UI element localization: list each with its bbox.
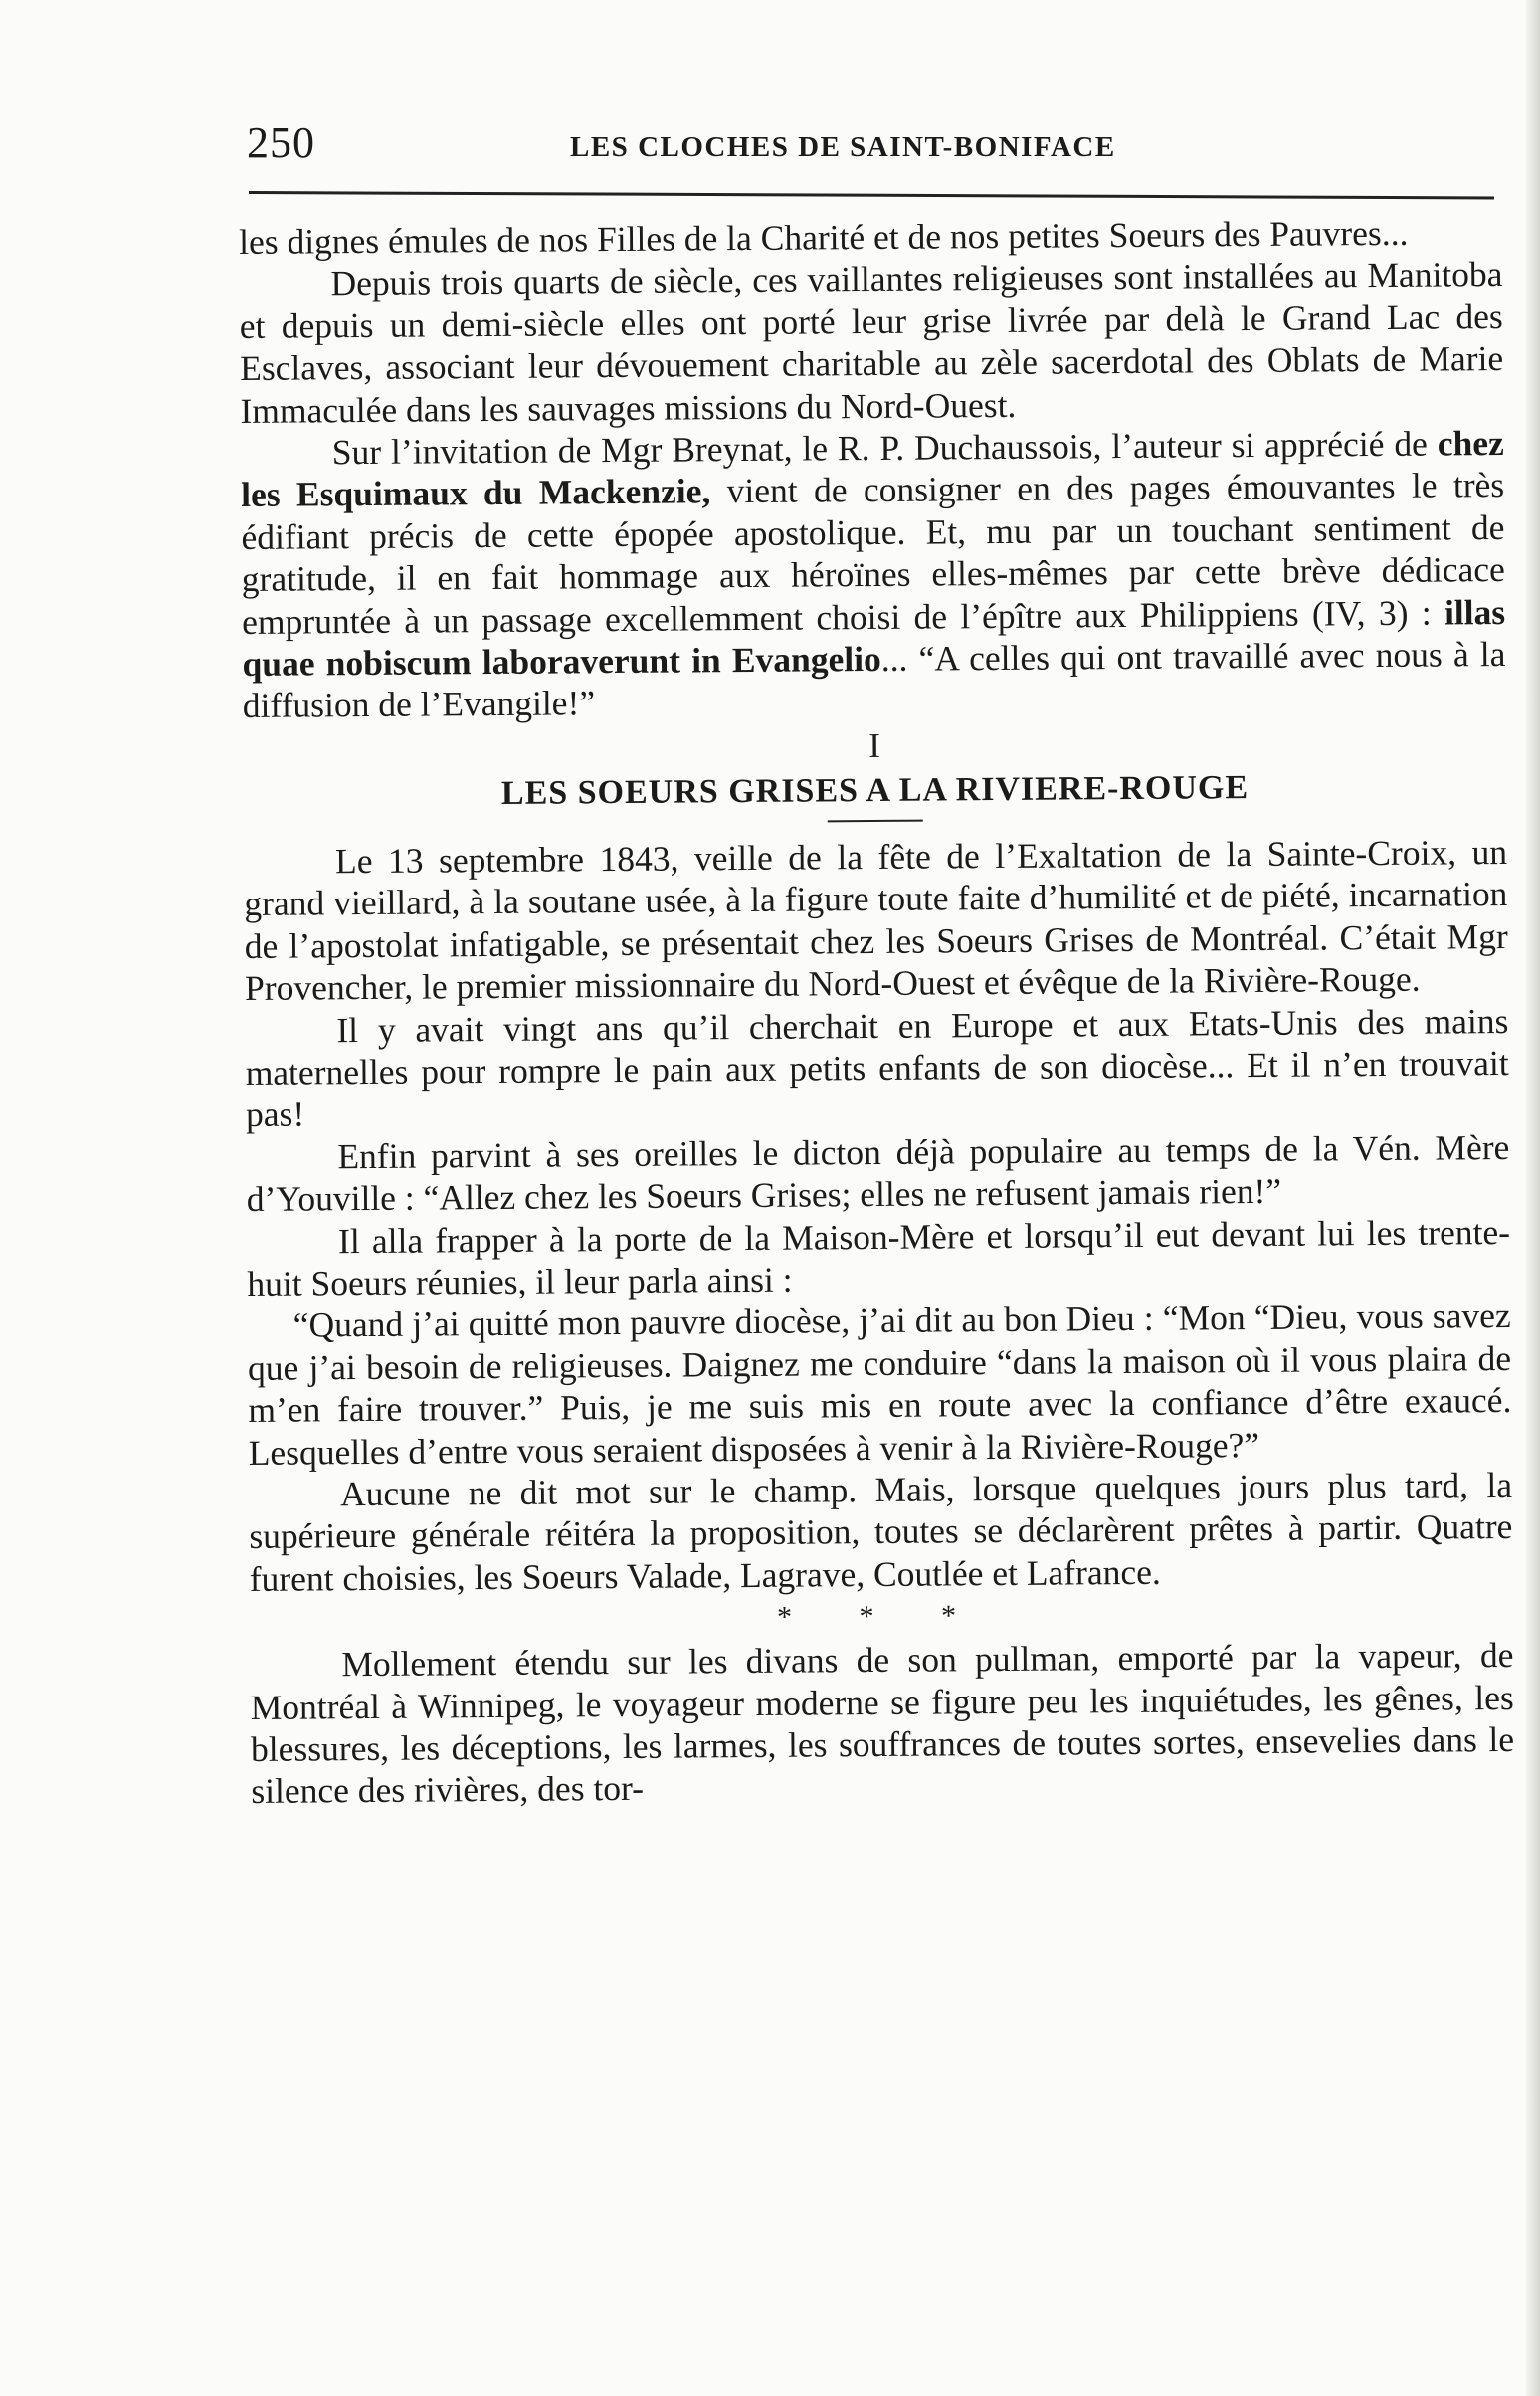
book-title: chez les Esquimaux du Mackenzie, <box>241 423 1504 515</box>
running-header <box>247 109 1492 169</box>
paragraph-10: Mollement étendu sur les divans de son pullman, emporté par la vapeur, de Montréal à Winnipeg, le voyageur moderne se figure peu les inquiétudes, les gênes, les blessures, les déceptions, les larmes, les souffrances de toutes sortes, ensevelies dans le silence des rivières, des tor- <box>250 1635 1515 1812</box>
paragraph-2: Depuis trois quarts de siècle, ces vaillantes religieuses sont installées au Manitoba et depuis un demi-siècle elles ont porté leur grise livrée par delà le Grand Lac des Esclaves, associant leur dévouement charitable au zèle sacerdotal des Oblats de Marie Immaculée dans les sauvages missions du Nord-Ouest. <box>239 254 1504 431</box>
paragraph-5: Il y avait vingt ans qu’il cherchait en Europe et aux Etats-Unis des mains maternelles pour rompre le pain aux petits enfants de son diocèse... Et il n’en trouvait pas! <box>245 1000 1509 1135</box>
section-number: I <box>868 725 881 765</box>
paragraph-3-part-c: vient de consigner en des pages émouvantes le très édifiant précis de cette épopée apostolique. Et, mu par un touchant sentiment de gratitude, il en fait hommage aux héroïnes elles-mêmes par cette brève dédicace empruntée à un passage excellemment choisi de l’épître aux Philippiens (IV, 3) : <box>241 465 1505 642</box>
paragraph-1: les dignes émules de nos Filles de la Charité et de nos petites Soeurs des Pauvres... <box>239 212 1409 262</box>
paragraph-4: Le 13 septembre 1843, veille de la fête de l’Exaltation de la Sainte-Croix, un grand vieillard, à la soutane usée, à la figure toute faite d’humilité et de piété, incarnation de l’apostolat infatigable, se présentait chez les Soeurs Grises de Montréal. C’était Mgr Provencher, le premier missionnaire du Nord-Ouest et évêque de la Rivière-Rouge. <box>244 831 1508 1009</box>
paragraph-3 <box>241 422 1506 727</box>
header-rule <box>249 191 1494 199</box>
paragraph-8-quote: “Quand j’ai quitté mon pauvre diocèse, j’ai dit au bon Dieu : “Mon “Dieu, vous savez que j’ai besoin de religieuses. Daignez me conduire “dans la maison où il vous plaira de m’en faire trouver.” Puis, je me suis mis en route avec la confiance d’être exaucé. Lesquelles d’entre vous seraient disposées à venir à la Rivière-Rouge?” <box>247 1296 1512 1473</box>
page-number: 250 <box>247 118 315 167</box>
paragraph-3-part-e: ... “A celles qui ont travaillé avec nous à la diffusion de l’Evangile!” <box>242 634 1506 726</box>
page-edge-shadow <box>1526 0 1540 2396</box>
paragraph-6: Enfin parvint à ses oreilles le dicton déjà populaire au temps de la Vén. Mère d’Youville : “Allez chez les Soeurs Grises; elles ne refusent jamais rien!” <box>246 1126 1510 1220</box>
section-title-rule <box>828 819 923 822</box>
running-title: LES CLOCHES DE SAINT-BONIFACE <box>570 131 1116 163</box>
section-separator: * * * <box>776 1599 987 1634</box>
section-title: LES SOEURS GRISES A LA RIVIERE-ROUGE <box>500 768 1250 812</box>
paragraph-3-part-a: Sur l’invitation de Mgr Breynat, le R. P. Duchaussois, l’auteur si apprécié de <box>331 423 1438 473</box>
paragraph-7: Il alla frapper à la porte de la Maison-Mère et lorsqu’il eut devant lui les trente-huit Soeurs réunies, il leur parla ainsi : <box>247 1211 1511 1303</box>
paragraph-9: Aucune ne dit mot sur le champ. Mais, lorsque quelques jours plus tard, la supérieure générale réitéra la proposition, toutes se déclarèrent prêtes à partir. Quatre furent choisies, les Soeurs Valade, Lagrave, Coutlée et Lafrance. <box>249 1464 1513 1599</box>
body-text <box>239 211 1515 1813</box>
latin-quote: illas quae nobiscum laboraverunt in Evangelio <box>242 591 1506 685</box>
